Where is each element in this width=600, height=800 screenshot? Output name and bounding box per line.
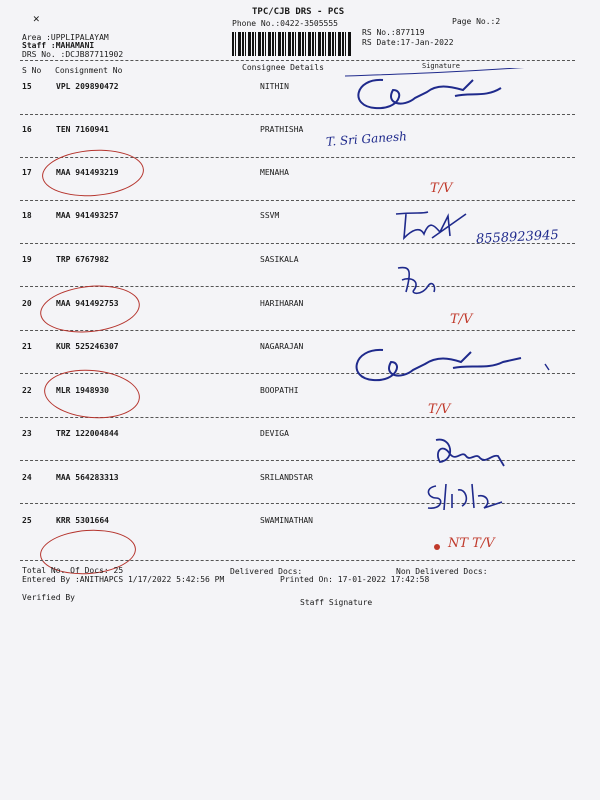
verified-by: Verified By: [22, 593, 75, 602]
row-consignment-number: TRZ 122004844: [56, 429, 119, 438]
signature-row24: [422, 480, 512, 514]
row-consignee-name: HARIHARAN: [260, 299, 304, 308]
row-serial-number: 23: [22, 429, 32, 438]
circle-mark: [41, 146, 146, 199]
row-consignment-number: TEN 7160941: [56, 125, 109, 134]
row-consignee-name: DEVIGA: [260, 429, 289, 438]
page-number: Page No.:2: [452, 17, 501, 26]
entered-by: Entered By :ANITHAPCS 1/17/2022 5:42:56 PM: [22, 575, 225, 584]
row-consignment-number: MAA 941493219: [56, 168, 119, 177]
row-consignment-number: KUR 525246307: [56, 342, 119, 351]
row-consignment-number: TRP 6767982: [56, 255, 109, 264]
row-serial-number: 15: [22, 82, 32, 91]
row-consignee-name: SSVM: [260, 211, 280, 220]
handwritten-tv-row25: NT T/V: [448, 536, 495, 551]
row-serial-number: 20: [22, 299, 32, 308]
row-serial-number: 24: [22, 473, 32, 482]
row-consignee-name: SRILANDSTAR: [260, 473, 313, 482]
row-consignee-name: SASIKALA: [260, 255, 299, 264]
staff-signature: Staff Signature: [300, 598, 373, 607]
red-dot: [434, 544, 440, 550]
circle-mark: [38, 281, 142, 337]
signature-row16: T. Sri Ganesh: [325, 129, 408, 149]
area-field: Area :UPPLIPALAYAM: [22, 33, 109, 42]
row-serial-number: 22: [22, 386, 32, 395]
handwritten-phone-row18: 8558923945: [475, 227, 560, 248]
row-serial-number: 19: [22, 255, 32, 264]
row-consignment-number: MAA 564283313: [56, 473, 119, 482]
row-consignee-name: NAGARAJAN: [260, 342, 304, 351]
row-consignee-name: PRATHISHA: [260, 125, 304, 134]
non-delivered-docs: Non Delivered Docs:: [396, 567, 488, 576]
footer-divider: [20, 560, 575, 561]
header-divider: [20, 60, 575, 61]
row-consignment-number: MLR 1948930: [56, 386, 109, 395]
signature-row15: [345, 68, 545, 118]
row-consignee-name: NITHIN: [260, 82, 289, 91]
phone-number: Phone No.:0422-3505555: [232, 19, 338, 28]
signature-row21: [345, 340, 565, 390]
row-consignee-name: BOOPATHI: [260, 386, 299, 395]
signature-row18: [392, 208, 472, 242]
column-consignee: Consignee Details: [242, 63, 324, 72]
staff-field: Staff :MAHAMANI: [22, 41, 95, 50]
signature-row19: [392, 262, 442, 298]
circle-mark: [42, 366, 142, 422]
column-consignment: Consignment No: [55, 66, 123, 75]
row-serial-number: 25: [22, 516, 32, 525]
row-serial-number: 17: [22, 168, 32, 177]
printed-on: Printed On: 17-01-2022 17:42:58: [280, 575, 430, 584]
drs-number: DRS No. :DCJB87711902: [22, 50, 124, 59]
barcode: [232, 32, 352, 56]
row-consignment-number: MAA 941492753: [56, 299, 119, 308]
top-mark: ✕: [33, 12, 40, 25]
document-title: TPC/CJB DRS - PCS: [252, 7, 345, 17]
rs-number: RS No.:877119: [362, 28, 425, 37]
row-serial-number: 16: [22, 125, 32, 134]
row-divider: [20, 200, 575, 201]
column-signature: Signature: [422, 62, 460, 70]
row-consignee-name: SWAMINATHAN: [260, 516, 313, 525]
handwritten-tv-row20: T/V: [450, 312, 473, 327]
row-consignment-number: KRR 5301664: [56, 516, 109, 525]
signature-row23: [432, 432, 512, 472]
total-docs: Total No. Of Docs: 25: [22, 566, 124, 575]
row-consignee-name: MENAHA: [260, 168, 289, 177]
handwritten-tv-row17: T/V: [430, 181, 453, 196]
column-sno: S No: [22, 66, 42, 75]
row-consignment-number: VPL 209890472: [56, 82, 119, 91]
rs-date: RS Date:17-Jan-2022: [362, 38, 454, 47]
delivered-docs: Delivered Docs:: [230, 567, 303, 576]
row-serial-number: 21: [22, 342, 32, 351]
handwritten-tv-row22: T/V: [428, 402, 451, 417]
row-consignment-number: MAA 941493257: [56, 211, 119, 220]
row-serial-number: 18: [22, 211, 32, 220]
